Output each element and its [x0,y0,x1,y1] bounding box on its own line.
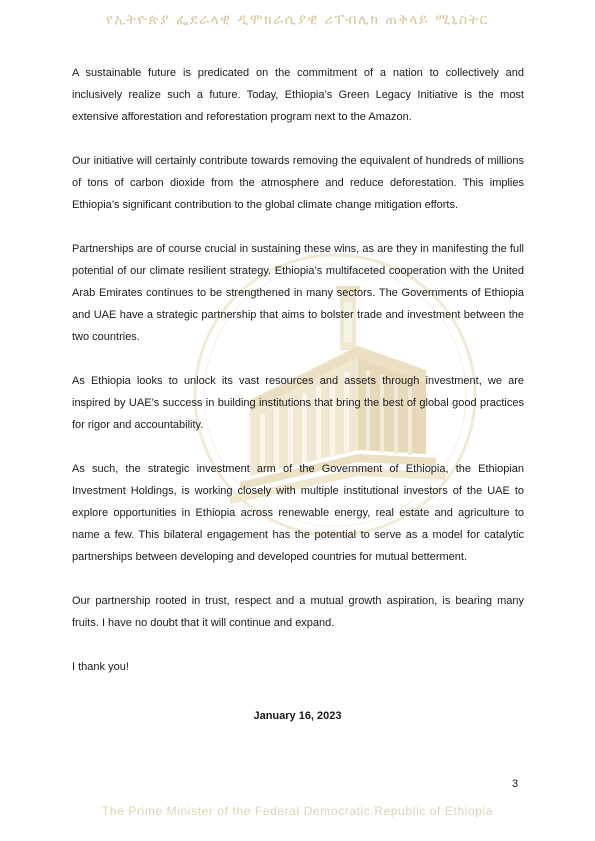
letterhead-amharic-title: የኢትዮጵያ ፌደራላዊ ዲሞክራሲያዊ ሪፐብሊክ ጠቅላይ ሚኒስትር [106,12,489,28]
paragraph-1: A sustainable future is predicated on the commitment of a nation to collectively and inclusively realize such a future. Today, Ethiopia’s Green Legacy Initiative is the most extensive afforestation and reforestation program next to the Amazon. [72,67,524,123]
letterhead-footer-title: The Prime Minister of the Federal Democratic Republic of Ethiopia [101,804,494,818]
paragraph-2: Our initiative will certainly contribute towards removing the equivalent of hundreds of millions of tons of carbon dioxide from the atmosphere and reduce deforestation. This implies Ethiopia’s significant contribution to the global climate change mitigation efforts. [72,155,524,211]
closing-line: I thank you! [72,661,129,673]
paragraph-5: As such, the strategic investment arm of the Government of Ethiopia, the Ethiopian Investment Holdings, is working closely with multiple institutional investors of the UAE to explore opportunities in Ethiopia across renewable energy, real estate and agriculture to name a few. This bilateral engagement has the potential to serve as a model for catalytic partnerships between developing and developed countries for mutual betterment. [72,463,524,563]
paragraph-3: Partnerships are of course crucial in sustaining these wins, as are they in manifesting the full potential of our climate resilient strategy. Ethiopia’s multifaceted cooperation with the United Arab Emirates continues to be strengthened in many sectors. The Governments of Ethiopia and UAE have a strategic partnership that aims to bolster trade and investment between the two countries. [72,243,524,343]
page-number: 3 [512,778,519,790]
paragraph-6: Our partnership rooted in trust, respect and a mutual growth aspiration, is bearing many fruits. I have no doubt that it will continue and expand. [72,595,524,629]
letter-body [72,62,524,678]
letter-date: January 16, 2023 [253,710,342,722]
paragraph-4: As Ethiopia looks to unlock its vast resources and assets through investment, we are inspired by UAE’s success in building institutions that bring the best of global good practices for rigor and accountability. [72,375,524,431]
